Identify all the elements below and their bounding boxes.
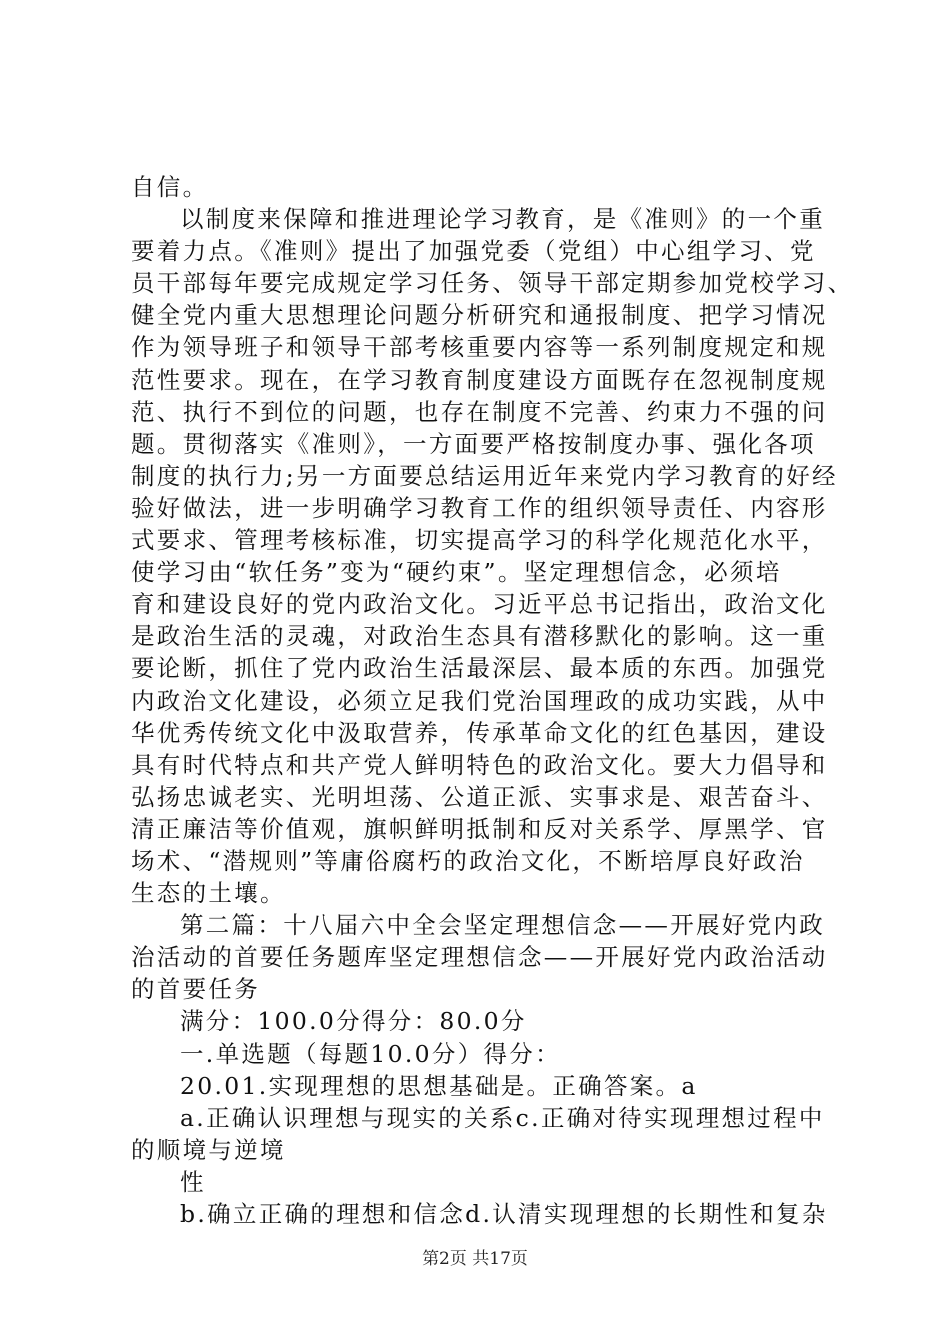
option-line: 的顺境与逆境 [131, 1135, 286, 1164]
text-line: 制度的执行力;另一方面要总结运用近年来党内学习教育的好经 [131, 461, 838, 490]
option-line: b.确立正确的理想和信念d.认清实现理想的长期性和复杂 [180, 1200, 828, 1228]
text-line: 要着力点。《准则》提出了加强党委（党组）中心组学习、党 [131, 237, 816, 266]
page-number-footer: 第2页 共17页 [422, 1249, 528, 1269]
text-line: 华优秀传统文化中汲取营养，传承革命文化的红色基因，建设 [131, 718, 828, 747]
text-line: 是政治生活的灵魂，对政治生态具有潜移默化的影响。这一重 [131, 622, 828, 651]
text-line: 员干部每年要完成规定学习任务、领导干部定期参加党校学习、 [131, 269, 854, 298]
option-line: a.正确认识理想与现实的关系c.正确对待实现理想过程中 [180, 1103, 825, 1132]
text-line: 场术、“潜规则”等庸俗腐朽的政治文化，不断培厚良好政治 [131, 846, 805, 875]
text-line: 范、执行不到位的问题，也存在制度不完善、约束力不强的问 [131, 397, 828, 426]
text-line: 以制度来保障和推进理论学习教育，是《准则》的一个重 [180, 205, 825, 234]
body-text [131, 171, 854, 1230]
section-heading-line: 的首要任务 [131, 975, 260, 1004]
text-line: 题。贯彻落实《准则》，一方面要严格按制度办事、强化各项 [131, 429, 816, 458]
section-heading-line: 治活动的首要任务题库坚定理想信念——开展好党内政治活动 [131, 943, 828, 972]
score-line: 满分：100.0分得分：80.0分 [180, 1007, 527, 1036]
option-line: 性 [180, 1167, 206, 1196]
text-line: 清正廉洁等价值观，旗帜鲜明抵制和反对关系学、厚黑学、官 [131, 814, 828, 843]
question-line: 20.01.实现理想的思想基础是。正确答案。a [180, 1071, 698, 1100]
text-line: 育和建设良好的党内政治文化。习近平总书记指出，政治文化 [131, 590, 828, 619]
question-type-line: 一.单选题（每题10.0分）得分： [180, 1039, 561, 1068]
text-line: 作为领导班子和领导干部考核重要内容等一系列制度规定和规 [131, 333, 828, 362]
text-line: 式要求、管理考核标准，切实提高学习的科学化规范化水平， [131, 526, 828, 555]
text-line: 具有时代特点和共产党人鲜明特色的政治文化。要大力倡导和 [131, 750, 828, 779]
text-line: 验好做法，进一步明确学习教育工作的组织领导责任、内容形 [131, 493, 828, 522]
text-line: 使学习由“软任务”变为“硬约束”。坚定理想信念，必须培 [131, 558, 782, 587]
text-line: 生态的土壤。 [131, 879, 286, 908]
text-line: 要论断，抓住了党内政治生活最深层、最本质的东西。加强党 [131, 654, 828, 683]
text-line: 范性要求。现在，在学习教育制度建设方面既存在忽视制度规 [131, 365, 828, 394]
text-line: 自信。 [131, 173, 209, 201]
text-line: 健全党内重大思想理论问题分析研究和通报制度、把学习情况 [131, 301, 828, 330]
section-heading-line: 第二篇：十八届六中全会坚定理想信念——开展好党内政 [180, 911, 825, 940]
text-line: 弘扬忠诚老实、光明坦荡、公道正派、实事求是、艰苦奋斗、 [131, 782, 828, 811]
text-line: 内政治文化建设，必须立足我们党治国理政的成功实践，从中 [131, 686, 828, 715]
